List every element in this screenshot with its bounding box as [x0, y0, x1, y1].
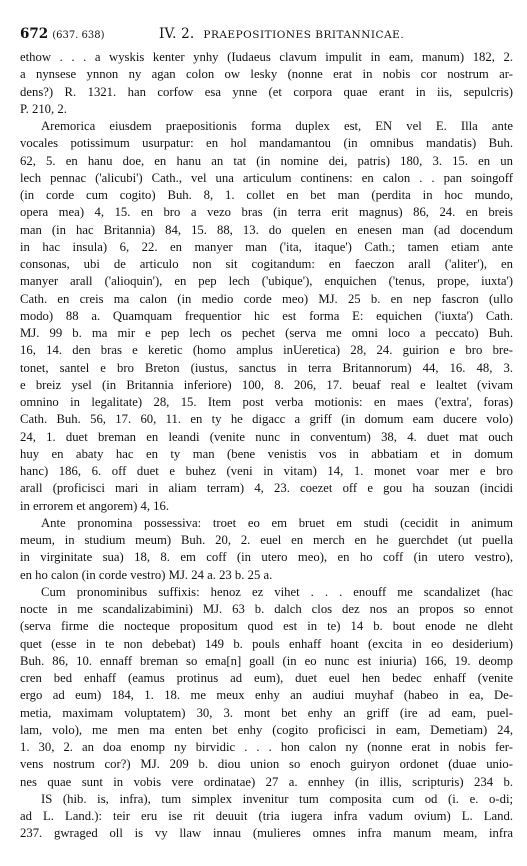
text-line: vocales potissimum usurpatur: en hol mandamantou (in omnibus mandatis) Buh.: [20, 136, 513, 151]
text-line: vens nostrum cor?) MJ. 209 b. diou union so enoch guiryon ordonet (duae unio-: [20, 757, 513, 772]
text-line: ethow . . . a wyskis kenter ynhy (Iudaeus clavum impulit in eam, manum) 182, 2.: [20, 50, 513, 64]
text-line: manyer arall ('alioquin'), en pep lech ('ubique'), enquichen ('tenus, prope, iuxta'): [20, 274, 513, 289]
text-line: 62, 5. en hanu doe, en hanu an tat (in nomine dei, patris) 180, 3. 15. en un: [20, 153, 513, 168]
text-line: Cath. en creis ma calon (in medio corde meo) MJ. 25 b. en nep fascron (ullo: [20, 291, 513, 306]
text-line: man (in hac Britannia) 84, 15. 88, 13. do quelen en enesen man (ad docendum: [20, 222, 513, 237]
text-line: (serva firme die nocteque propositum quod est in te) 14 b. bout enode ne dleht: [20, 619, 513, 634]
text-line: meum, in studium meum) Buh. 20, 2. euel en merch en he guerchdet (ut puella: [20, 533, 513, 547]
text-line: Cum pronominibus suffixis: henoz ez vihet . . . enouff me scandalizet (hac: [41, 584, 513, 599]
text-line: nes quae sunt in vobis vere ordinatae) 27 a. ennhey (in illis, scripturis) 234 b.: [20, 774, 513, 789]
text-line: 237. gwraged oll is vy llaw innau (mulieres omnes infra manum meam, infra: [20, 826, 513, 841]
text-line: quet (esse in te non debebat) 149 b. pouls enhaff hoant (excita in eo desiderium): [20, 636, 513, 651]
running-head: [20, 24, 513, 44]
text-line: en ho calon (in corde vestro) MJ. 24 a. 23 b. 25 a.: [20, 567, 273, 582]
text-line: 1. 30, 2. an doa enomp ny birvidic . . . hon calon ny (nonne erat in nobis fer-: [20, 740, 513, 754]
text-line: MJ. 99 b. ma mir e pep lech os pechet (serva me omni loco a peccato) Buh.: [20, 326, 513, 340]
running-title: IV. 2. PRAEPOSITIONES BRITANNICAE.: [159, 26, 405, 42]
text-line: ad L. Land.): teir eru ise rit deuuit (tria iugera infra vadum ovium) L. Land.: [20, 809, 513, 823]
page-body: [20, 49, 513, 843]
text-line: cren bed enhaff (eamus protinus ad eum), duet euel hen bedec enhaff (venite: [20, 671, 513, 685]
text-line: in errorem et angorem) 4, 16.: [20, 498, 170, 513]
text-line: Aremorica eiusdem praepositionis forma duplex est, EN vel E. Illa ante: [41, 119, 513, 133]
text-line: a nynsese ynnon ny agan colon ow lesky (nonne erat in nobis cor nostrum ar-: [20, 67, 513, 82]
text-line: arall (proficisci mari in aliam terram) 4, 23. coezet off e gou ha souzan (incidi: [20, 481, 513, 496]
text-line: hanc) 186, 6. off duet e buhez (veni in vitam) 14, 1. monet voar mer e bro: [20, 464, 513, 478]
text-line: IS (hib. is, infra), tum simplex invenitur tum composita cum od (i. e. o-di;: [41, 791, 513, 806]
text-line: huy en abaty hac en ty man (bene venistis vos in abbatiam et in domum: [20, 446, 513, 461]
text-line: e breiz ysel (in Britannia inferiore) 100, 8. 206, 17. beuaf real e lealtet (vivam: [20, 377, 513, 392]
page-number: 672 (637. 638): [20, 26, 105, 42]
text-line: (in corde cum cogito) Buh. 8, 1. collet en bet man (perdita in hoc mundo,: [20, 188, 513, 202]
text-line: 24, 1. duet breman en leandi (venite nunc in conventum) 38, 4. duet mat ouch: [20, 429, 513, 444]
text-line: opera mea) 4, 15. en bro a vezo bras (in terra erit magnus) 86, 24. en breis: [20, 205, 513, 220]
text-line: Ante pronomina possessiva: troet eo em bruet em studi (cecidit in animum: [41, 515, 513, 530]
text-line: lam, volo), me men ma enten bet enhy (cogito proficisci in eam, Demetiam) 24,: [20, 722, 513, 737]
text-line: modo) 88 a. Quamquam frequentior hic est forma E: equichen ('iuxta') Cath.: [20, 308, 513, 323]
text-line: Buh. 86, 10. ennaff breman so ema[n] goall (in eo nunc est iniuria) 166, 19. deomp: [20, 653, 513, 668]
text-line: ergo ad eum) 184, 1. 18. me meux enhy an audiui muyhaf (habeo in ea, De-: [20, 688, 513, 703]
text-line: omnino in legalitate) 28, 15. Item post verba motionis: en maes ('extra', foras): [20, 395, 513, 409]
text-line: Cath. Buh. 56, 17. 60, 11. en ty he digacc a griff (in domum eam ducere volo): [20, 412, 513, 427]
text-line: tonet, santel e bro Breton (iustus, sanctus in terra Britannorum) 44, 16. 48, 3.: [20, 360, 513, 375]
text-line: consonas, ubi de articulo non sit cogitandum: en faeczon arall ('aliter'), en: [20, 257, 513, 271]
text-line: lech pennac ('alicubi') Cath., vel una articulum continens: en calon . . pan soingoff: [20, 170, 513, 185]
text-line: dens?) R. 1321. han corfow esa ynne (et corpora quae erant in iis, sepulcris): [20, 84, 513, 99]
page-ref: (637. 638): [52, 30, 105, 41]
text-line: nocte in me scandalizabimini) MJ. 63 b. dalch clos dez nos an propos so ennot: [20, 602, 513, 616]
text-line: metia, maximam voluptatem) 30, 3. mont bet enhy an griff (ire ad eam, puel-: [20, 705, 513, 720]
text-line: in hac insula) 6, 22. en manyer man ('ita, itaque') Cath.; tamen etiam ante: [20, 239, 513, 254]
text-line: 16, 14. den bras e keretic (homo amplus inUeretica) 28, 24. guirion e bro bre-: [20, 343, 513, 358]
text-line: in virginitate sua) 18, 8. em coff (in utero meo), en ho coff (in utero vestro),: [20, 550, 513, 565]
text-line: P. 210, 2.: [20, 101, 67, 116]
